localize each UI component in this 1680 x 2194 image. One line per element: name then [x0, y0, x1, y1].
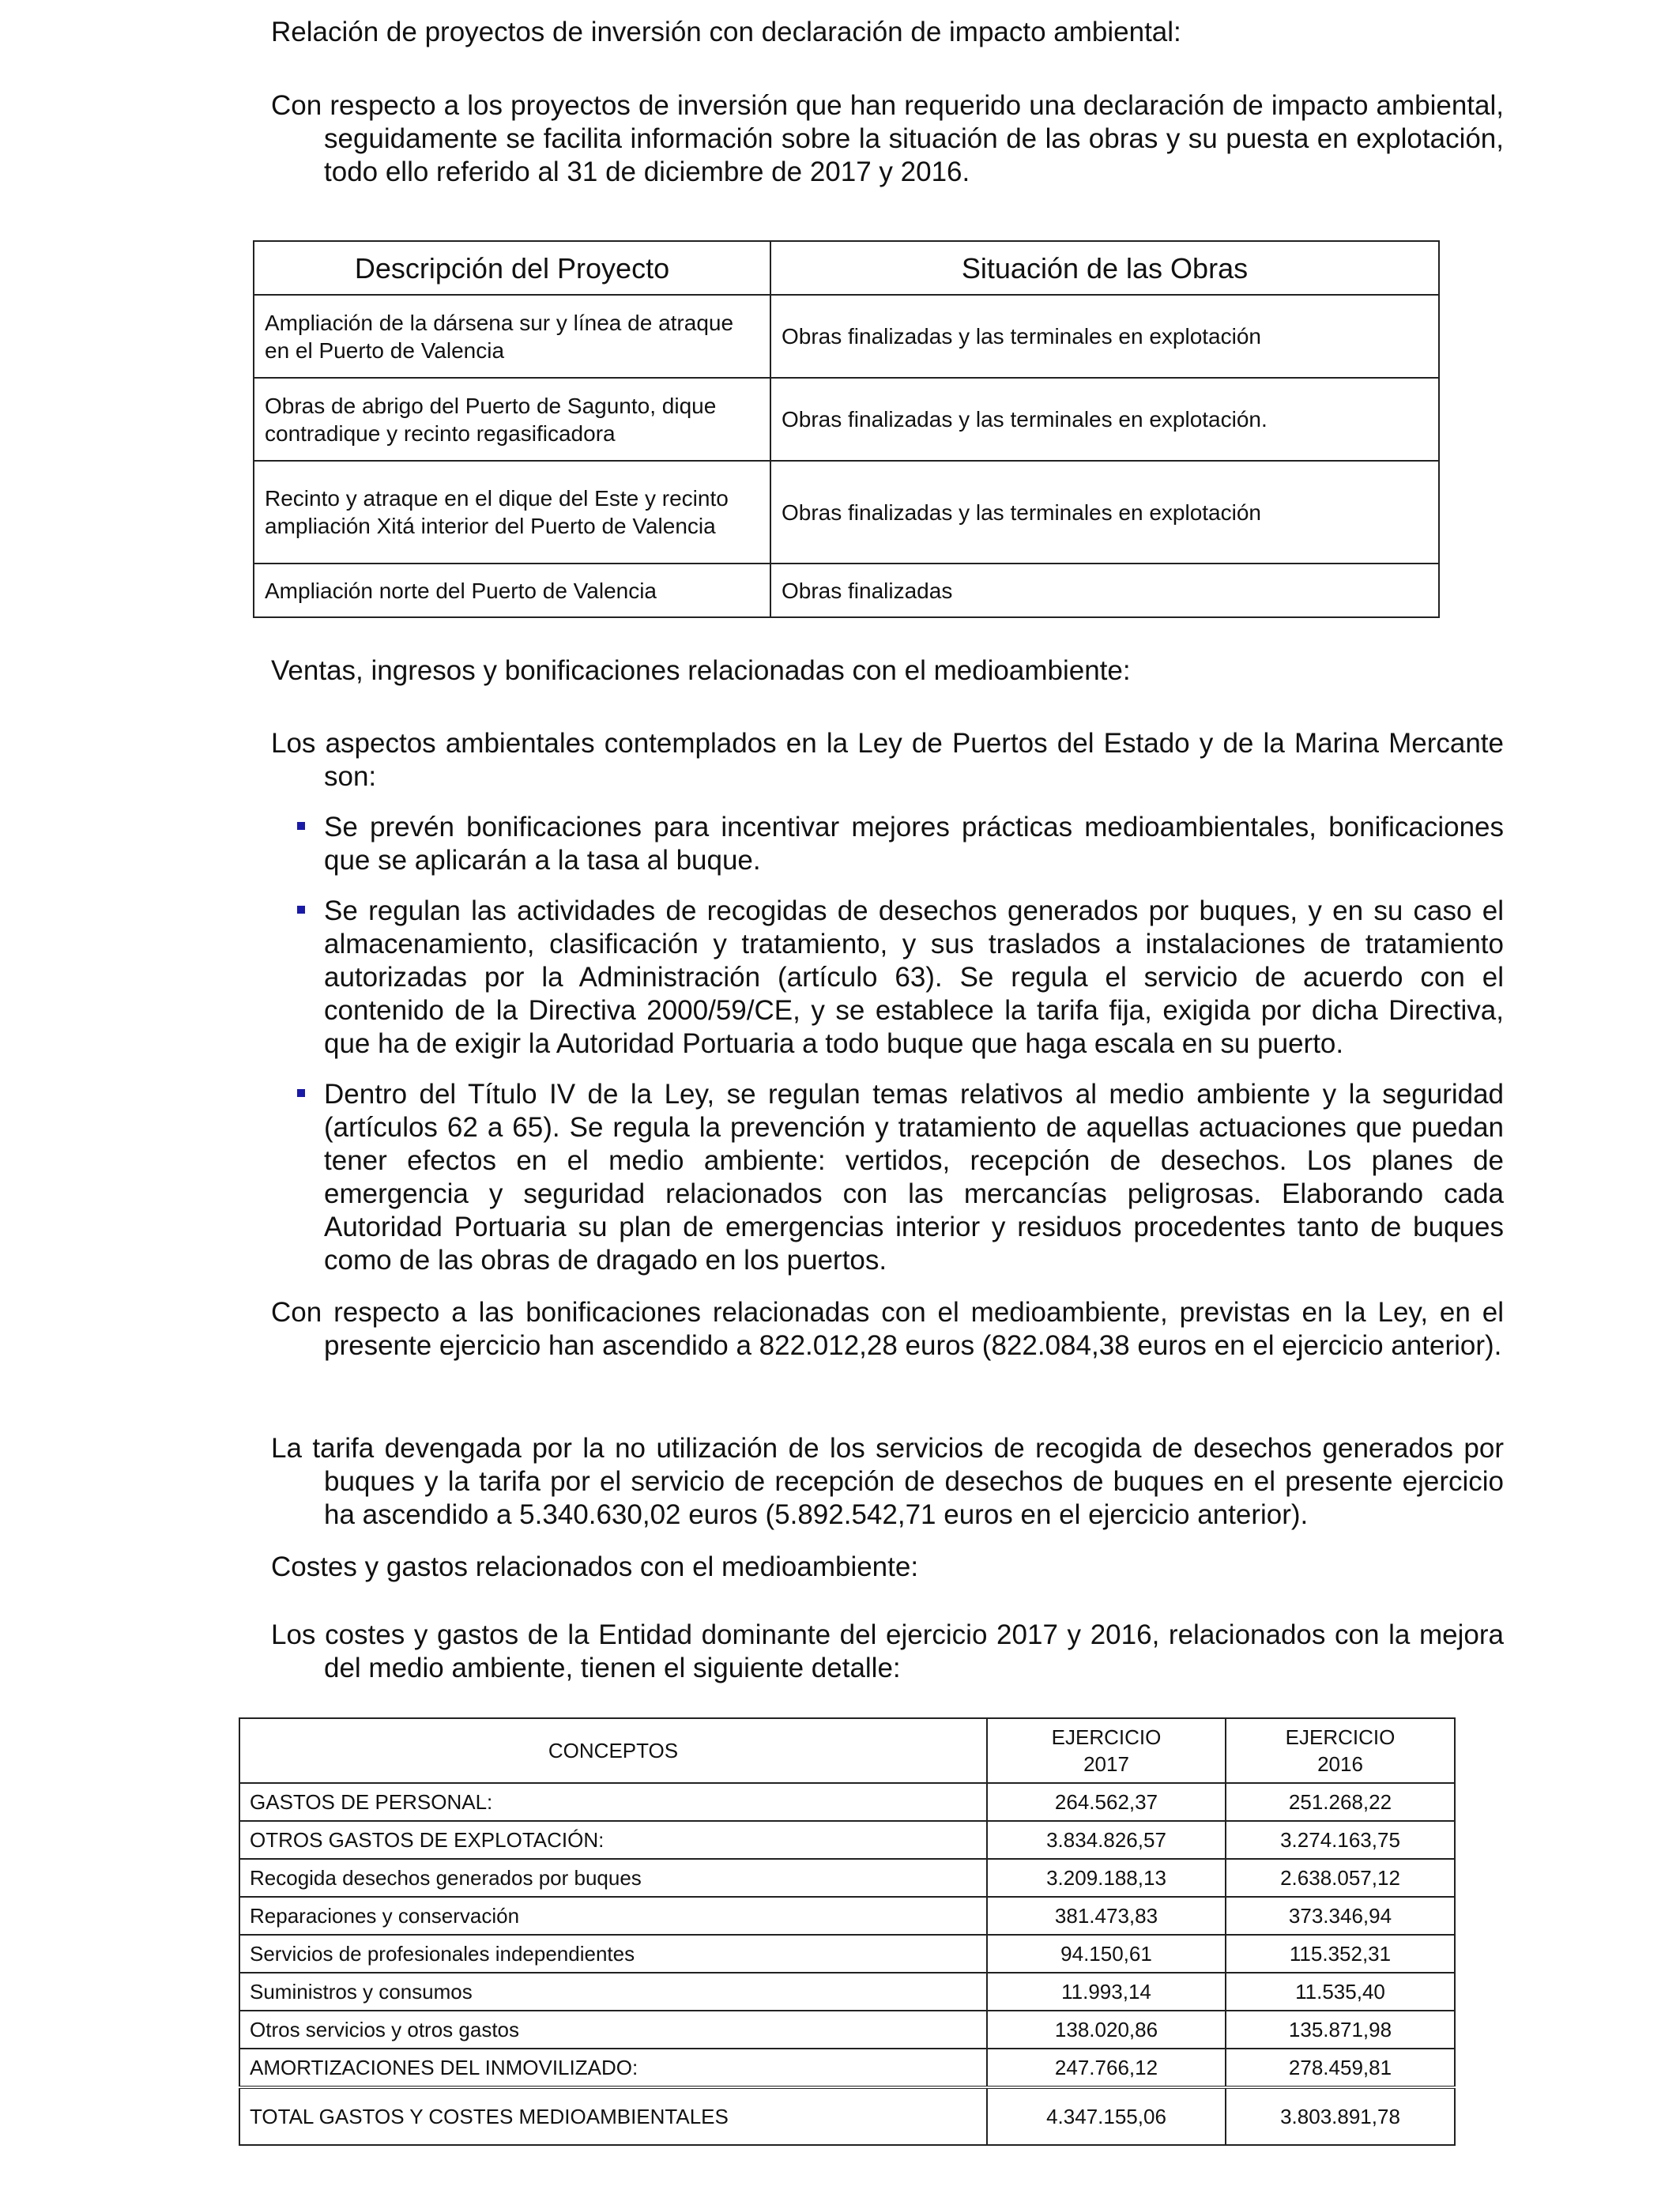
value-2017: 247.766,12	[987, 2049, 1226, 2087]
total-label: TOTAL GASTOS Y COSTES MEDIOAMBIENTALES	[239, 2087, 987, 2145]
table-row	[254, 564, 1439, 617]
table-row	[239, 1897, 1455, 1935]
value-2016: 3.274.163,75	[1226, 1821, 1455, 1859]
section3-heading: Costes y gastos relacionados con el medioambiente:	[271, 1551, 919, 1582]
total-row	[239, 2087, 1455, 2145]
concept-cell: Servicios de profesionales independientes	[239, 1935, 987, 1973]
project-description: Recinto y atraque en el dique del Este y recinto ampliación Xitá interior del Puerto de Valencia	[254, 461, 770, 564]
table-row	[239, 1821, 1455, 1859]
tarifa-paragraph: La tarifa devengada por la no utilización de los servicios de recogida de desechos generados por buques y la tarifa por el servicio de recepción de desechos de buques en el presente ejercicio ha ascendido a 5.340.630,02 euros (5.892.542,71 euros en el ejercicio anterior).	[271, 1433, 1504, 1530]
header-situacion: Situación de las Obras	[770, 241, 1439, 295]
project-description: Ampliación norte del Puerto de Valencia	[254, 564, 770, 617]
table-row	[254, 461, 1439, 564]
concept-cell: GASTOS DE PERSONAL:	[239, 1783, 987, 1821]
concept-cell: OTROS GASTOS DE EXPLOTACIÓN:	[239, 1821, 987, 1859]
concept-cell: Suministros y consumos	[239, 1973, 987, 2011]
header-ejercicio-2017: EJERCICIO 2017	[987, 1718, 1226, 1783]
table-row	[239, 1935, 1455, 1973]
value-2016: 135.871,98	[1226, 2011, 1455, 2049]
table-row	[254, 378, 1439, 461]
costs-table-header-row	[239, 1718, 1455, 1783]
table-row	[239, 1859, 1455, 1897]
project-description: Obras de abrigo del Puerto de Sagunto, dique contradique y recinto regasificadora	[254, 378, 770, 461]
value-2017: 3.834.826,57	[987, 1821, 1226, 1859]
section2-intro: Los aspectos ambientales contemplados en la Ley de Puertos del Estado y de la Marina Mercante son:	[271, 728, 1504, 792]
header-descripcion: Descripción del Proyecto	[254, 241, 770, 295]
project-status: Obras finalizadas y las terminales en explotación.	[770, 378, 1439, 461]
bullet-item: Dentro del Título IV de la Ley, se regulan temas relativos al medio ambiente y la seguridad (artículos 62 a 65). Se regula la prevención y tratamiento de aquellas actuaciones que puedan tener efectos en el medio ambiente: vertidos, recepción de desechos. Los planes de emergencia y seguridad relacionados con las mercancías peligrosas. Elaborando cada Autoridad Portuaria su plan de emergencias interior y residuos procedentes tanto de buques como de las obras de dragado en los puertos.	[271, 1078, 1504, 1277]
table-row	[239, 1973, 1455, 2011]
project-status: Obras finalizadas y las terminales en explotación	[770, 295, 1439, 378]
table-row	[254, 295, 1439, 378]
header-conceptos: CONCEPTOS	[239, 1718, 987, 1783]
value-2017: 11.993,14	[987, 1973, 1226, 2011]
concept-cell: Reparaciones y conservación	[239, 1897, 987, 1935]
value-2016: 373.346,94	[1226, 1897, 1455, 1935]
bullet-square-icon	[297, 1089, 305, 1097]
total-2016: 3.803.891,78	[1226, 2087, 1455, 2145]
concept-cell: AMORTIZACIONES DEL INMOVILIZADO:	[239, 2049, 987, 2087]
table-row	[239, 2011, 1455, 2049]
value-2017: 264.562,37	[987, 1783, 1226, 1821]
value-2017: 3.209.188,13	[987, 1859, 1226, 1897]
concept-cell: Otros servicios y otros gastos	[239, 2011, 987, 2049]
value-2016: 278.459,81	[1226, 2049, 1455, 2087]
projects-table	[253, 240, 1440, 618]
table-row	[239, 1783, 1455, 1821]
value-2016: 2.638.057,12	[1226, 1859, 1455, 1897]
value-2016: 251.268,22	[1226, 1783, 1455, 1821]
table-row	[239, 2049, 1455, 2087]
section3-paragraph: Los costes y gastos de la Entidad dominante del ejercicio 2017 y 2016, relacionados con la mejora del medio ambiente, tienen el siguiente detalle:	[271, 1619, 1504, 1683]
value-2017: 381.473,83	[987, 1897, 1226, 1935]
value-2016: 11.535,40	[1226, 1973, 1455, 2011]
value-2016: 115.352,31	[1226, 1935, 1455, 1973]
costs-table	[239, 1717, 1456, 2146]
header-ejercicio-2016: EJERCICIO 2016	[1226, 1718, 1455, 1783]
project-status: Obras finalizadas	[770, 564, 1439, 617]
projects-table-header-row	[254, 241, 1439, 295]
bonificaciones-paragraph: Con respecto a las bonificaciones relacionadas con el medioambiente, previstas en la Ley, en el presente ejercicio han ascendido a 822.012,28 euros (822.084,38 euros en el ejercicio anterior).	[271, 1297, 1504, 1361]
bullet-item: Se prevén bonificaciones para incentivar mejores prácticas medioambientales, bonificaciones que se aplicarán a la tasa al buque.	[271, 811, 1504, 877]
value-2017: 138.020,86	[987, 2011, 1226, 2049]
project-status: Obras finalizadas y las terminales en explotación	[770, 461, 1439, 564]
section2-heading: Ventas, ingresos y bonificaciones relacionadas con el medioambiente:	[271, 655, 1131, 686]
project-description: Ampliación de la dársena sur y línea de atraque en el Puerto de Valencia	[254, 295, 770, 378]
section1-heading: Relación de proyectos de inversión con declaración de impacto ambiental:	[271, 17, 1181, 47]
bullet-square-icon	[297, 906, 305, 914]
bullet-square-icon	[297, 822, 305, 830]
concept-cell: Recogida desechos generados por buques	[239, 1859, 987, 1897]
section1-paragraph: Con respecto a los proyectos de inversión que han requerido una declaración de impacto ambiental, seguidamente se facilita información sobre la situación de las obras y su puesta en explotación, todo ello referido al 31 de diciembre de 2017 y 2016.	[271, 90, 1504, 187]
total-2017: 4.347.155,06	[987, 2087, 1226, 2145]
value-2017: 94.150,61	[987, 1935, 1226, 1973]
bullet-item: Se regulan las actividades de recogidas de desechos generados por buques, y en su caso el almacenamiento, clasificación y tratamiento, y sus traslados a instalaciones de tratamiento autorizadas por la Administración (artículo 63). Se regula el servicio de acuerdo con el contenido de la Directiva 2000/59/CE, y se establece la tarifa fija, exigida por dicha Directiva, que ha de exigir la Autoridad Portuaria a todo buque que haga escala en su puerto.	[271, 895, 1504, 1061]
